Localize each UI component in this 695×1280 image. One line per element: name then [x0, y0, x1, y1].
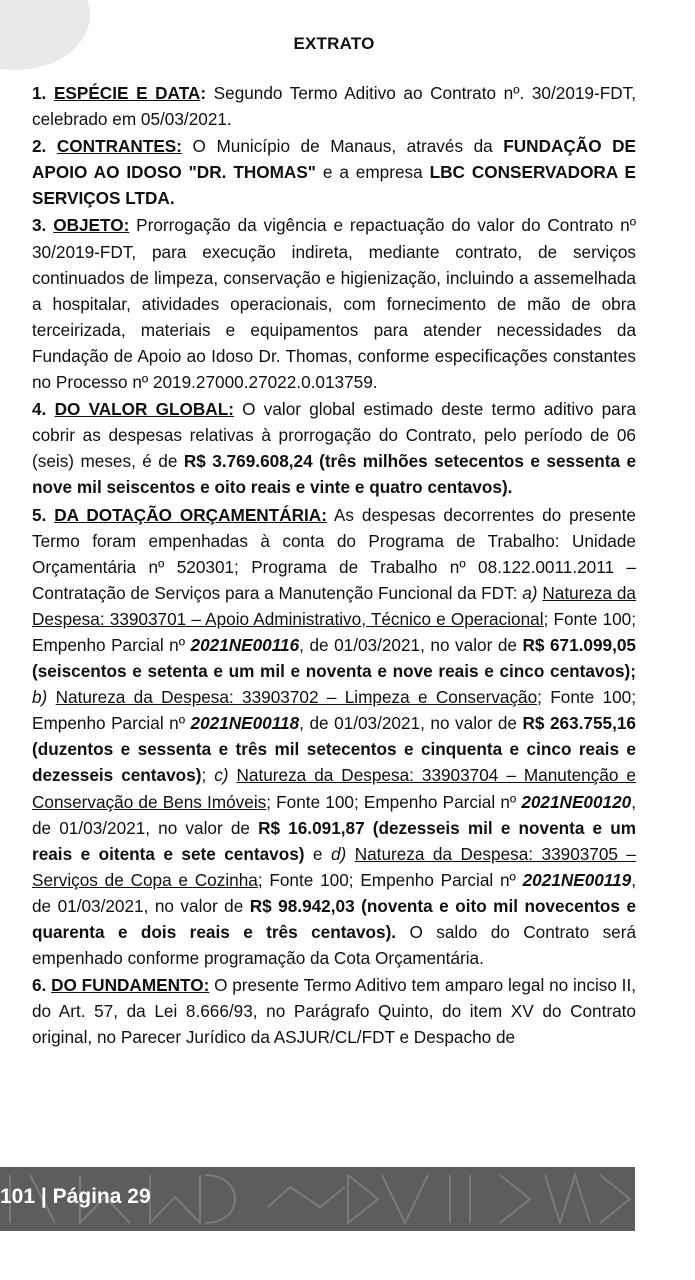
party-company: LBC CONSERVADORA E SERVIÇOS LTDA. [32, 162, 636, 209]
section-objeto [32, 212, 636, 395]
section-colon: : [200, 83, 207, 103]
empenho-number: 2021NE00116 [190, 634, 300, 655]
section-heading: OBJETO: [53, 215, 130, 236]
section-text: O valor global estimado deste termo aditivo para cobrir as despesas relativas à prorrogação do Contrato, pelo período de 06 (seis) meses, é de [32, 399, 637, 472]
section-text: ; Fonte 100; Empenho Parcial nº [266, 791, 522, 812]
section-contratantes [32, 133, 636, 211]
section-especie-data [32, 80, 636, 132]
section-heading: ESPÉCIE E DATA [53, 83, 201, 103]
section-text: e [304, 843, 331, 864]
empenho-number: 2021NE00118 [190, 713, 300, 734]
global-value: R$ 3.769.608,24 (três milhões setecentos e sessenta e nove mil seiscentos e oito reais e vinte e quatro centavos). [32, 451, 637, 498]
section-number: 1. [32, 83, 54, 103]
section-text: ; Fonte 100; Empenho Parcial nº [257, 869, 523, 890]
section-text: , de 01/03/2021, no valor de [299, 713, 523, 734]
empenho-number: 2021NE00120 [521, 791, 632, 812]
empenho-number: 2021NE00119 [522, 869, 632, 890]
empenho-value: R$ 98.942,03 (noventa e oito mil novecentos e quarenta e dois reais e três centavos). [32, 895, 636, 942]
section-text: , de 01/03/2021, no valor de [32, 791, 636, 838]
section-text: ; [201, 765, 215, 786]
section-heading: DO FUNDAMENTO: [51, 975, 210, 996]
section-text: As despesas decorrentes do presente Termo foram empenhadas à conta do Programa de Trabalho: Unidade Orçamentária nº 520301; Programa de Trabalho nº 08.122.0011.2011 – Contratação de Serviços para a Manutenção Funcional da FDT: [32, 504, 636, 603]
section-text: O saldo do Contrato será empenhado conforme programação da Cota Orçamentária. [32, 922, 636, 969]
section-number: 4. [32, 399, 55, 420]
section-text: , de 01/03/2021, no valor de [299, 634, 523, 655]
section-number: 5. [32, 504, 55, 525]
section-valor-global [32, 396, 636, 500]
item-letter: d) [330, 843, 347, 864]
document-extract [32, 34, 636, 1051]
section-text: e a empresa [315, 162, 430, 183]
section-text: Prorrogação da vigência e repactuação do valor do Contrato nº 30/2019-FDT, para execução indireta, mediante contrato, de serviços continuados de limpeza, conservação e higienização, incluindo a assemelhada a hospitalar, atividades operacionais, com fornecimento de mão de obra terceirizada, materiais e equipamentos para atender necessidades da Fundação de Apoio ao Idoso Dr. Thomas, conforme especificações constantes no Processo nº 2019.27000.27022.0.013759. [32, 215, 637, 393]
section-number: 3. [32, 215, 54, 236]
empenho-value: R$ 671.099,05 (seiscentos e setenta e um mil e noventa e nove reais e cinco centavos); [32, 634, 636, 682]
section-text: Segundo Termo Aditivo ao Contrato nº. 30/2019-FDT, celebrado em 05/03/2021. [32, 83, 636, 130]
section-heading: CONTRANTES: [56, 136, 182, 157]
section-number: 6. [32, 975, 52, 996]
section-heading: DO VALOR GLOBAL: [54, 399, 234, 420]
section-dotacao-orcamentaria [32, 502, 636, 972]
expense-nature: Natureza da Despesa: 33903702 – Limpeza e Conservação [55, 687, 538, 708]
section-text: O Município de Manaus, através da [181, 136, 504, 157]
section-text: ; Fonte 100; Empenho Parcial nº [32, 608, 636, 655]
section-heading: DA DOTAÇÃO ORÇAMENTÁRIA: [54, 504, 327, 525]
empenho-value: R$ 16.091,87 (dezesseis mil e noventa e um reais e oitenta e sete centavos) [32, 817, 637, 864]
item-letter: a) [522, 582, 538, 603]
section-number: 2. [32, 136, 57, 157]
page-footer-band [0, 1167, 635, 1231]
expense-nature: Natureza da Despesa: 33903701 – Apoio Administrativo, Técnico e Operacional [32, 582, 636, 629]
section-text: ; Fonte 100; Empenho Parcial nº [32, 687, 636, 734]
section-fundamento [32, 972, 636, 1050]
expense-nature: Natureza da Despesa: 33903705 – Serviços de Copa e Cozinha [32, 843, 636, 890]
page-number-label: 101 | Página 29 [0, 1185, 151, 1208]
expense-nature: Natureza da Despesa: 33903704 – Manutenção e Conservação de Bens Imóveis [32, 765, 636, 812]
item-letter: b) [32, 687, 48, 708]
section-text: O presente Termo Aditivo tem amparo legal no inciso II, do Art. 57, da Lei 8.666/93, no Parágrafo Quinto, do item XV do Contrato original, no Parecer Jurídico da ASJUR/CL/FDT e Despacho de [32, 975, 637, 1048]
party-foundation: FUNDAÇÃO DE APOIO AO IDOSO "DR. THOMAS" [32, 136, 637, 183]
document-title: EXTRATO [293, 34, 375, 53]
item-letter: c) [214, 765, 229, 786]
section-text: , de 01/03/2021, no valor de [32, 869, 636, 916]
empenho-value: R$ 263.755,16 (duzentos e sessenta e três mil setecentos e cinquenta e cinco reais e dezesseis centavos) [32, 713, 636, 786]
